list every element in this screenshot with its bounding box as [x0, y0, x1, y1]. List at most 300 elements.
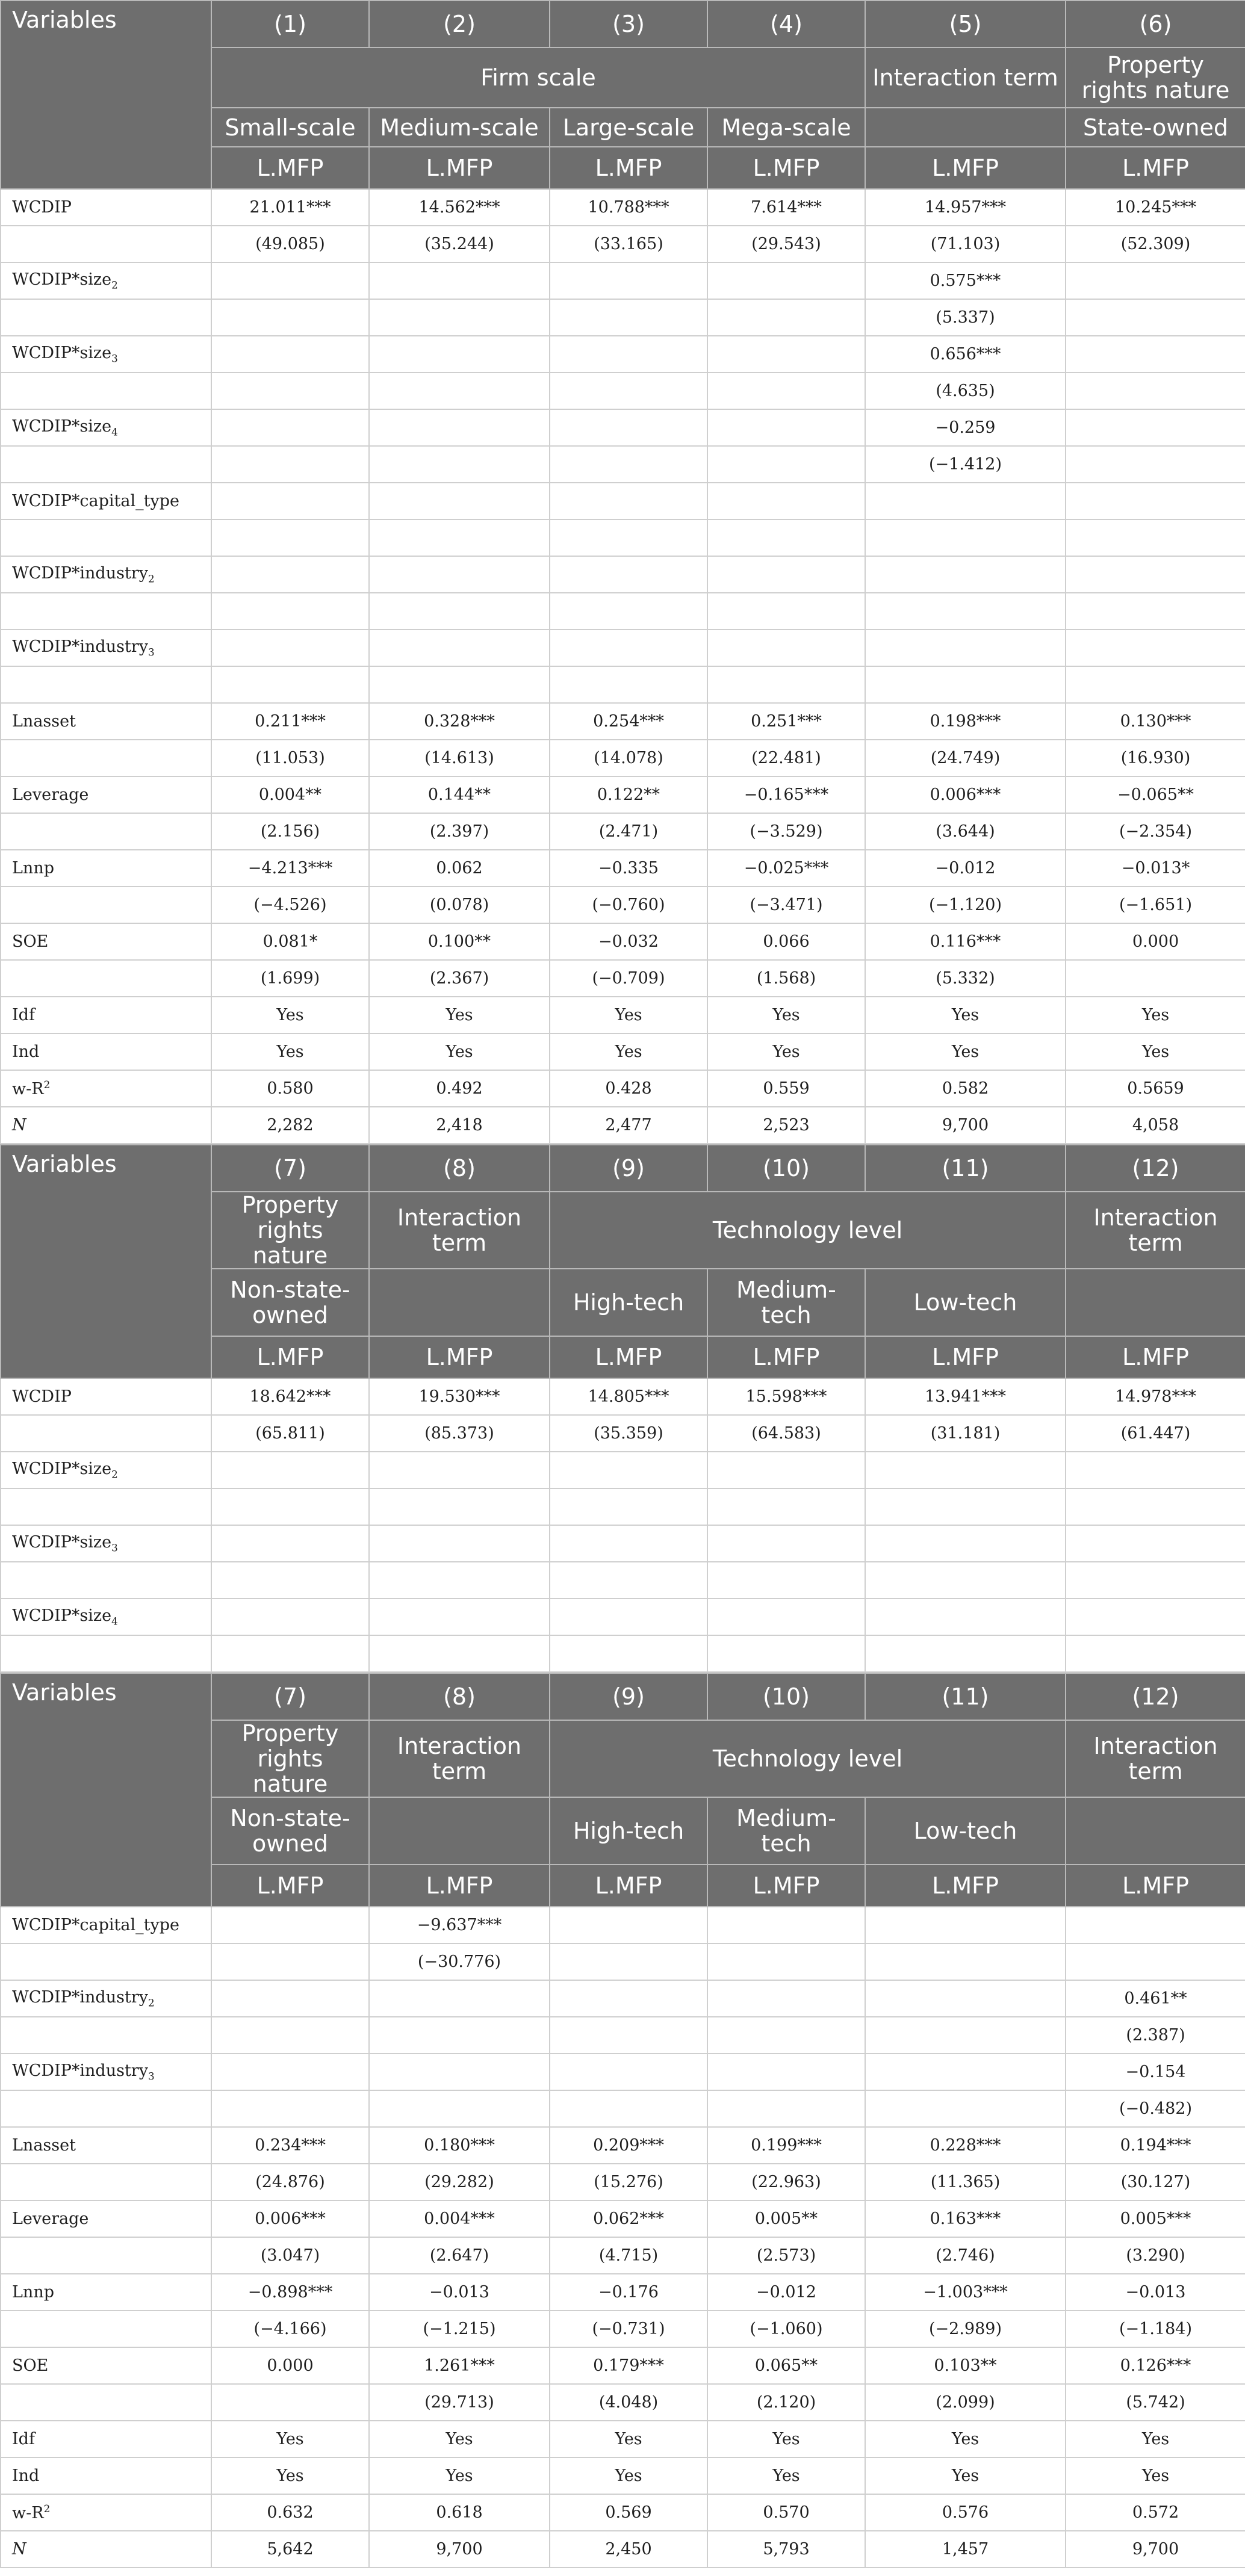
table-cell: 0.576	[865, 2494, 1066, 2531]
table-cell: (85.373)	[369, 1415, 550, 1452]
table-row	[1, 1635, 1245, 1672]
table-row	[1, 299, 1245, 336]
row-label	[1, 850, 211, 887]
table-cell: −0.898***	[211, 2274, 369, 2311]
variables-header: Variables	[1, 1145, 211, 1378]
table-cell	[707, 2090, 865, 2127]
table-cell	[707, 299, 865, 336]
table-cell: 0.618	[369, 2494, 550, 2531]
table-cell: (49.085)	[211, 226, 369, 262]
table-cell	[550, 1525, 707, 1562]
table-cell: (2.573)	[707, 2237, 865, 2274]
subhead-non-state-owned: Non-state-owned	[211, 1269, 369, 1336]
row-label	[1, 960, 211, 997]
table-cell: (3.047)	[211, 2237, 369, 2274]
table-cell: (2.471)	[550, 813, 707, 850]
table-cell: −0.176	[550, 2274, 707, 2311]
row-label	[1, 740, 211, 776]
table-cell	[369, 593, 550, 630]
table-cell: Yes	[211, 2421, 369, 2457]
table-cell	[865, 666, 1066, 703]
dep-var-label: L.MFP	[1066, 147, 1245, 189]
group-header-interaction: Interaction term	[1066, 1192, 1245, 1269]
table-cell: 0.130***	[1066, 703, 1245, 740]
col-number-10: (10)	[707, 1673, 865, 1720]
table-cell: (29.713)	[369, 2384, 550, 2421]
table-cell	[550, 262, 707, 299]
col-number-6: (6)	[1066, 1, 1245, 48]
table-cell	[369, 1452, 550, 1488]
row-label	[1, 556, 211, 593]
table-cell: 2,523	[707, 1107, 865, 1144]
table-cell: (2.746)	[865, 2237, 1066, 2274]
table-cell	[550, 1635, 707, 1672]
row-label-subscript: 3	[147, 646, 155, 658]
table-cell	[707, 2054, 865, 2090]
table-cell	[1066, 336, 1245, 373]
table-cell: Yes	[1066, 2457, 1245, 2494]
dep-var-label: L.MFP	[369, 1336, 550, 1378]
table-cell: 0.575***	[865, 262, 1066, 299]
table-cell: 0.461**	[1066, 1980, 1245, 2017]
row-label	[1, 2127, 211, 2164]
table-row	[1, 740, 1245, 776]
row-label-text: Ind	[12, 2466, 40, 2485]
table-cell: 0.006***	[211, 2200, 369, 2237]
table-cell: Yes	[211, 2457, 369, 2494]
table-cell	[211, 556, 369, 593]
table-row	[1, 1488, 1245, 1525]
table-cell: (11.365)	[865, 2164, 1066, 2200]
table-row	[1, 2054, 1245, 2090]
row-label	[1, 373, 211, 409]
table-cell	[865, 1980, 1066, 2017]
table-cell: (−1.215)	[369, 2311, 550, 2347]
table-cell: 0.570	[707, 2494, 865, 2531]
table-cell: (14.613)	[369, 740, 550, 776]
table-cell: Yes	[1066, 2421, 1245, 2457]
row-label-text: N	[12, 2540, 26, 2559]
row-label	[1, 189, 211, 226]
table-cell: −0.154	[1066, 2054, 1245, 2090]
row-label-text: WCDIP	[12, 1387, 72, 1406]
group-header-technology: Technology level	[550, 1192, 1066, 1269]
group-header-interaction: Interaction term	[369, 1720, 550, 1797]
table-row	[1, 226, 1245, 262]
row-label-subscript: 3	[147, 2070, 155, 2082]
table-row	[1, 2017, 1245, 2054]
row-label-text: Lnnp	[12, 2283, 54, 2302]
row-label	[1, 2384, 211, 2421]
group-header-firm-scale: Firm scale	[211, 48, 865, 108]
table-cell: 0.632	[211, 2494, 369, 2531]
row-label-text: WCDIP*size	[12, 344, 112, 363]
table-cell: (71.103)	[865, 226, 1066, 262]
table-cell: 0.126***	[1066, 2347, 1245, 2384]
table-cell: 0.005**	[707, 2200, 865, 2237]
row-label-subscript: 2	[111, 279, 118, 291]
group-header-property: Property rights nature	[211, 1720, 369, 1797]
table-row	[1, 1907, 1245, 1943]
table-cell: 0.006***	[865, 776, 1066, 813]
table-cell: 4,058	[1066, 1107, 1245, 1144]
table-cell	[211, 483, 369, 519]
variables-header: Variables	[1, 1, 211, 189]
table-cell	[369, 1980, 550, 2017]
col-number-12: (12)	[1066, 1673, 1245, 1720]
table-cell: 0.066	[707, 923, 865, 960]
table-row	[1, 2090, 1245, 2127]
table-cell: 0.251***	[707, 703, 865, 740]
table-row	[1, 2421, 1245, 2457]
table-row	[1, 2531, 1245, 2568]
table-cell	[550, 666, 707, 703]
row-label	[1, 2457, 211, 2494]
dep-var-label: L.MFP	[369, 147, 550, 189]
table-cell: (64.583)	[707, 1415, 865, 1452]
table-cell	[550, 409, 707, 446]
table-cell: 0.062***	[550, 2200, 707, 2237]
table-cell: Yes	[369, 1033, 550, 1070]
table-cell: −0.335	[550, 850, 707, 887]
table-cell	[1066, 1943, 1245, 1980]
table-cell	[369, 2054, 550, 2090]
row-label-subscript: 3	[111, 352, 118, 365]
table-body-part3	[1, 1907, 1245, 2568]
table-cell	[550, 556, 707, 593]
col-number-7: (7)	[211, 1673, 369, 1720]
table-row	[1, 336, 1245, 373]
dep-var-label: L.MFP	[865, 147, 1066, 189]
table-row	[1, 483, 1245, 519]
table-cell: 0.000	[1066, 923, 1245, 960]
table-cell	[369, 299, 550, 336]
row-label	[1, 1980, 211, 2017]
row-label	[1, 1107, 211, 1144]
group-header-property: Property rights nature	[211, 1192, 369, 1269]
row-label-text: SOE	[12, 932, 49, 951]
table-cell	[1066, 1452, 1245, 1488]
table-cell: −0.025***	[707, 850, 865, 887]
row-label	[1, 1488, 211, 1525]
table-cell: (−0.760)	[550, 887, 707, 923]
table-cell	[369, 446, 550, 483]
row-label	[1, 2017, 211, 2054]
table-cell	[550, 373, 707, 409]
table-cell: 0.572	[1066, 2494, 1245, 2531]
table-cell	[550, 483, 707, 519]
row-label	[1, 2274, 211, 2311]
row-label	[1, 1525, 211, 1562]
row-label	[1, 2531, 211, 2568]
table-cell: 2,418	[369, 1107, 550, 1144]
row-label	[1, 2421, 211, 2457]
table-cell: 0.004**	[211, 776, 369, 813]
table-row	[1, 409, 1245, 446]
table-row	[1, 1525, 1245, 1562]
group-header-interaction: Interaction term	[369, 1192, 550, 1269]
table-cell	[707, 336, 865, 373]
dep-var-label: L.MFP	[211, 147, 369, 189]
table-cell: (−0.731)	[550, 2311, 707, 2347]
row-label	[1, 1452, 211, 1488]
table-cell	[707, 630, 865, 666]
col-number-5: (5)	[865, 1, 1066, 48]
row-label-text: WCDIP	[12, 198, 72, 217]
table-cell: (1.699)	[211, 960, 369, 997]
col-number-8: (8)	[369, 1673, 550, 1720]
table-cell	[369, 1525, 550, 1562]
row-label-subscript: 2	[147, 572, 155, 585]
table-cell: 0.194***	[1066, 2127, 1245, 2164]
table-cell: Yes	[707, 1033, 865, 1070]
table-cell: (11.053)	[211, 740, 369, 776]
row-label	[1, 2494, 211, 2531]
table-row	[1, 703, 1245, 740]
row-label-text: Lnasset	[12, 712, 76, 731]
col-number-2: (2)	[369, 1, 550, 48]
row-label-text: Leverage	[12, 2209, 89, 2228]
table-cell: −0.065**	[1066, 776, 1245, 813]
table-row	[1, 2274, 1245, 2311]
table-cell: 1,457	[865, 2531, 1066, 2568]
row-label-superscript: 2	[43, 1079, 51, 1091]
table-cell: Yes	[707, 2457, 865, 2494]
row-label-subscript: 2	[111, 1468, 118, 1481]
table-row	[1, 923, 1245, 960]
subhead-empty	[865, 108, 1066, 147]
dep-var-label: L.MFP	[550, 1336, 707, 1378]
table-cell	[1066, 1635, 1245, 1672]
table-cell: (24.876)	[211, 2164, 369, 2200]
table-cell: 0.144**	[369, 776, 550, 813]
table-cell	[369, 409, 550, 446]
table-cell: 10.245***	[1066, 189, 1245, 226]
dep-var-label: L.MFP	[369, 1865, 550, 1907]
table-cell: 0.569	[550, 2494, 707, 2531]
row-label-text: WCDIP*size	[12, 1533, 112, 1552]
row-label-text: N	[12, 1116, 26, 1135]
table-row	[1, 1033, 1245, 1070]
row-label	[1, 262, 211, 299]
table-cell: 0.065**	[707, 2347, 865, 2384]
table-cell	[865, 1599, 1066, 1635]
table-cell: −1.003***	[865, 2274, 1066, 2311]
table-cell: 0.100**	[369, 923, 550, 960]
group-header-interaction: Interaction term	[1066, 1720, 1245, 1797]
table-cell: 0.228***	[865, 2127, 1066, 2164]
table-cell: Yes	[211, 997, 369, 1033]
table-row	[1, 997, 1245, 1033]
table-cell: (35.359)	[550, 1415, 707, 1452]
table-cell	[707, 446, 865, 483]
table-cell: (31.181)	[865, 1415, 1066, 1452]
row-label	[1, 299, 211, 336]
table-cell	[707, 1635, 865, 1672]
table-cell	[550, 1599, 707, 1635]
table-cell	[1066, 446, 1245, 483]
table-cell	[550, 1980, 707, 2017]
table-cell: 14.805***	[550, 1378, 707, 1415]
subhead-medium-tech: Medium-tech	[707, 1269, 865, 1336]
table-body-part2	[1, 1378, 1245, 1672]
table-cell: 0.004***	[369, 2200, 550, 2237]
table-cell	[1066, 556, 1245, 593]
table-cell	[865, 1488, 1066, 1525]
table-cell	[211, 262, 369, 299]
row-label	[1, 2347, 211, 2384]
table-row	[1, 2384, 1245, 2421]
table-row	[1, 887, 1245, 923]
row-label-text: w-R	[12, 2504, 44, 2522]
table-cell	[211, 336, 369, 373]
table-cell: Yes	[1066, 997, 1245, 1033]
table-cell	[707, 556, 865, 593]
table-cell	[369, 2017, 550, 2054]
table-cell	[1066, 519, 1245, 556]
table-cell: 2,450	[550, 2531, 707, 2568]
row-label	[1, 409, 211, 446]
table-cell: Yes	[865, 997, 1066, 1033]
table-cell: (2.647)	[369, 2237, 550, 2274]
table-row	[1, 776, 1245, 813]
col-number-11: (11)	[865, 1145, 1066, 1192]
subhead-non-state-owned: Non-state-owned	[211, 1797, 369, 1865]
table-cell: Yes	[550, 2457, 707, 2494]
table-row	[1, 1599, 1245, 1635]
table-row	[1, 2127, 1245, 2164]
table-cell: (2.387)	[1066, 2017, 1245, 2054]
table-cell: Yes	[550, 1033, 707, 1070]
table-cell: 0.492	[369, 1070, 550, 1107]
table-cell	[1066, 299, 1245, 336]
table-cell: −0.013	[1066, 2274, 1245, 2311]
table-cell	[211, 593, 369, 630]
subhead-empty	[1066, 1797, 1245, 1865]
table-cell: (29.282)	[369, 2164, 550, 2200]
dep-var-label: L.MFP	[865, 1865, 1066, 1907]
table-cell: (5.332)	[865, 960, 1066, 997]
table-cell	[211, 2054, 369, 2090]
table-cell	[369, 556, 550, 593]
row-label	[1, 1562, 211, 1599]
table-cell	[865, 2054, 1066, 2090]
table-cell: 0.328***	[369, 703, 550, 740]
table-cell: Yes	[550, 997, 707, 1033]
table-cell: (−1.651)	[1066, 887, 1245, 923]
row-label-subscript: 2	[147, 1996, 155, 2009]
table-cell: 0.199***	[707, 2127, 865, 2164]
dep-var-label: L.MFP	[707, 147, 865, 189]
table-cell: (−0.482)	[1066, 2090, 1245, 2127]
table-cell: (3.290)	[1066, 2237, 1245, 2274]
table-cell: 0.179***	[550, 2347, 707, 2384]
table-cell: 13.941***	[865, 1378, 1066, 1415]
table-cell	[550, 1452, 707, 1488]
row-label	[1, 2164, 211, 2200]
table-cell: 0.103**	[865, 2347, 1066, 2384]
row-label-text: Leverage	[12, 785, 89, 804]
table-cell	[211, 2384, 369, 2421]
table-cell: 9,700	[369, 2531, 550, 2568]
table-cell	[550, 1907, 707, 1943]
table-cell	[550, 2054, 707, 2090]
table-cell: 0.5659	[1066, 1070, 1245, 1107]
table-cell: (22.963)	[707, 2164, 865, 2200]
row-label	[1, 336, 211, 373]
table-cell	[1066, 960, 1245, 997]
row-label-text: WCDIP*size	[12, 1460, 112, 1479]
row-label	[1, 1943, 211, 1980]
table-cell: (2.367)	[369, 960, 550, 997]
table-cell	[211, 2090, 369, 2127]
row-label-superscript: 2	[43, 2503, 51, 2515]
table-cell: 0.254***	[550, 703, 707, 740]
table-cell	[865, 1525, 1066, 1562]
table-cell	[865, 1562, 1066, 1599]
table-cell: 7.614***	[707, 189, 865, 226]
row-label	[1, 1033, 211, 1070]
table-cell	[707, 519, 865, 556]
row-label	[1, 519, 211, 556]
col-number-7: (7)	[211, 1145, 369, 1192]
row-label-text: WCDIP*size	[12, 270, 112, 289]
table-cell: Yes	[865, 2421, 1066, 2457]
table-cell	[707, 593, 865, 630]
table-row	[1, 189, 1245, 226]
col-number-3: (3)	[550, 1, 707, 48]
table-cell	[369, 1635, 550, 1672]
table-cell: (1.568)	[707, 960, 865, 997]
table-cell: (−1.412)	[865, 446, 1066, 483]
row-label	[1, 630, 211, 666]
table-cell: 2,282	[211, 1107, 369, 1144]
table-cell	[211, 630, 369, 666]
row-label	[1, 1415, 211, 1452]
table-cell	[1066, 1488, 1245, 1525]
row-label	[1, 2237, 211, 2274]
row-label	[1, 1378, 211, 1415]
table-cell	[211, 1980, 369, 2017]
row-label	[1, 813, 211, 850]
table-row	[1, 1070, 1245, 1107]
table-cell: (−1.184)	[1066, 2311, 1245, 2347]
table-cell	[865, 519, 1066, 556]
table-cell	[550, 630, 707, 666]
row-label-subscript: 4	[111, 1615, 118, 1627]
table-cell: 0.428	[550, 1070, 707, 1107]
table-cell	[1066, 593, 1245, 630]
subhead-state-owned: State-owned	[1066, 108, 1245, 147]
table-cell	[1066, 483, 1245, 519]
table-cell	[1066, 630, 1245, 666]
table-cell	[550, 1488, 707, 1525]
table-cell	[369, 666, 550, 703]
table-cell: (−30.776)	[369, 1943, 550, 1980]
table-cell	[211, 1525, 369, 1562]
table-cell	[211, 1562, 369, 1599]
table-cell	[369, 630, 550, 666]
table-cell	[1066, 373, 1245, 409]
row-label-text: WCDIP*industry	[12, 2061, 148, 2081]
subhead-high-tech: High-tech	[550, 1269, 707, 1336]
table-cell	[1066, 1599, 1245, 1635]
table-cell: 0.559	[707, 1070, 865, 1107]
table-cell: 1.261***	[369, 2347, 550, 2384]
row-label	[1, 666, 211, 703]
row-label-text: Idf	[12, 2430, 35, 2448]
table-cell	[707, 262, 865, 299]
